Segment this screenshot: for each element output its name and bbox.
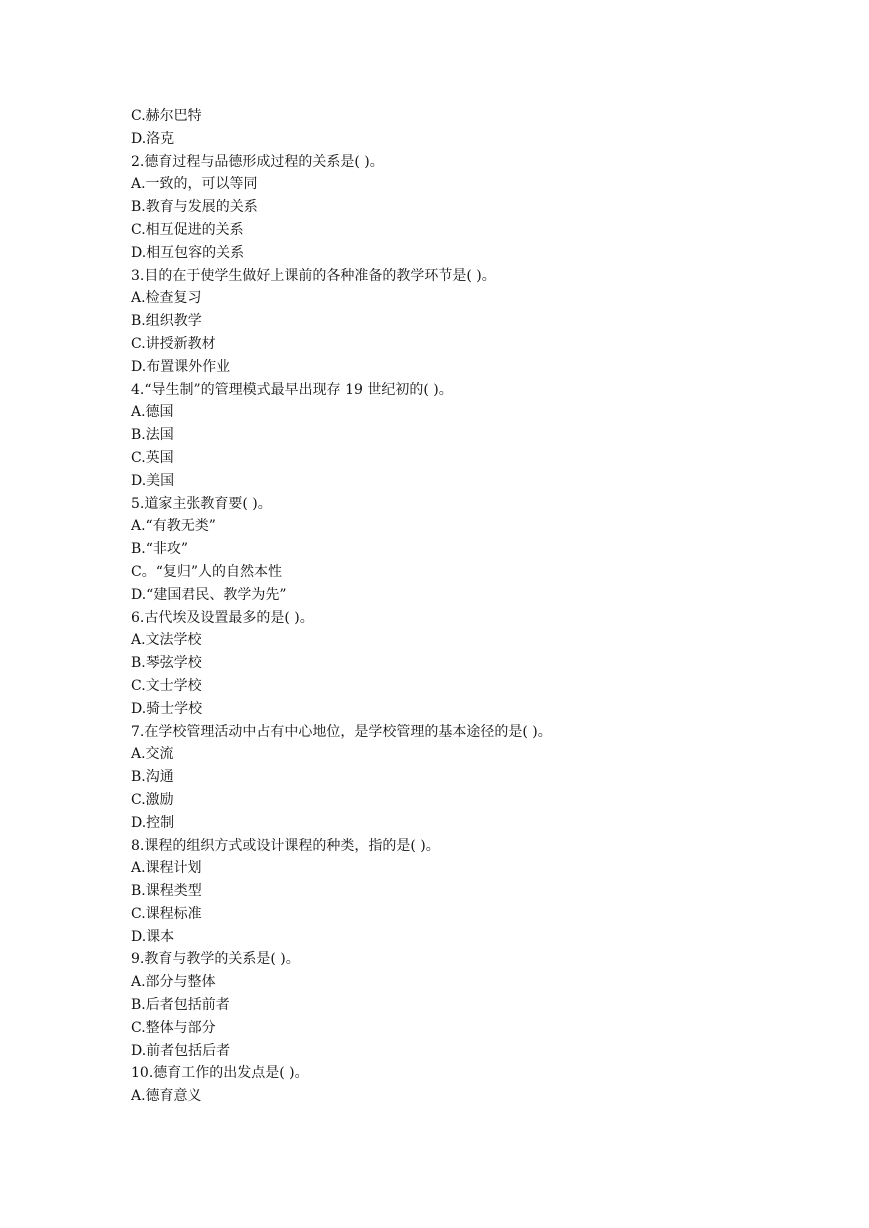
option-line: A.检查复习 [131,290,202,307]
question-line: 3.目的在于使学生做好上课前的各种准备的教学环节是( )。 [131,267,496,284]
option-line: A.部分与整体 [131,974,216,991]
question-line: 4.“导生制”的管理模式最早出现存 19 世纪初的( )。 [131,381,453,398]
option-line: A.一致的，可以等同 [131,176,258,193]
question-line: 10.德育工作的出发点是( )。 [131,1065,309,1082]
question-line: 7.在学校管理活动中占有中心地位，是学校管理的基本途径的是( )。 [131,723,552,740]
option-line: D.相互包容的关系 [131,244,245,261]
option-line: D.布置课外作业 [131,358,231,375]
option-line: B.后者包括前者 [131,997,230,1014]
option-line: A.文法学校 [131,632,202,649]
question-line: 9.教育与教学的关系是( )。 [131,951,300,968]
option-line: A.课程计划 [131,860,202,877]
option-line: B.教育与发展的关系 [131,199,258,216]
option-line: B.“非攻” [131,541,189,558]
option-line: C.整体与部分 [131,1019,216,1036]
question-line: 8.课程的组织方式或设计课程的种类，指的是( )。 [131,837,440,854]
option-line: C。“复归”人的自然本性 [131,563,283,580]
option-line: B.沟通 [131,769,174,786]
option-line: D.骑士学校 [131,700,203,717]
option-line: C.激励 [131,791,174,808]
option-line: D.课本 [131,928,175,945]
document-page [131,105,831,1108]
option-line: A.德育意义 [131,1088,202,1105]
option-line: D.“建国君民、教学为先” [131,586,287,603]
option-line: B.组织教学 [131,313,202,330]
option-line: A.“有教无类” [131,518,216,535]
option-line: A.交流 [131,746,174,763]
option-line: D.控制 [131,814,175,831]
option-line: D.洛克 [131,130,175,147]
option-line: C.讲授新教材 [131,335,216,352]
option-line: A.德国 [131,404,174,421]
option-line: C.赫尔巴特 [131,108,202,124]
question-line: 2.德育过程与品德形成过程的关系是( )。 [131,153,384,170]
option-line: B.琴弦学校 [131,655,202,672]
option-line: C.相互促进的关系 [131,221,244,238]
option-line: C.英国 [131,449,174,466]
question-line: 5.道家主张教育要( )。 [131,495,272,512]
option-line: C.课程标准 [131,905,202,922]
option-line: D.美国 [131,472,175,489]
question-line: 6.古代埃及设置最多的是( )。 [131,609,314,626]
option-line: B.法国 [131,427,174,444]
option-line: D.前者包括后者 [131,1042,231,1059]
option-line: C.文士学校 [131,677,202,694]
option-line: B.课程类型 [131,883,202,900]
